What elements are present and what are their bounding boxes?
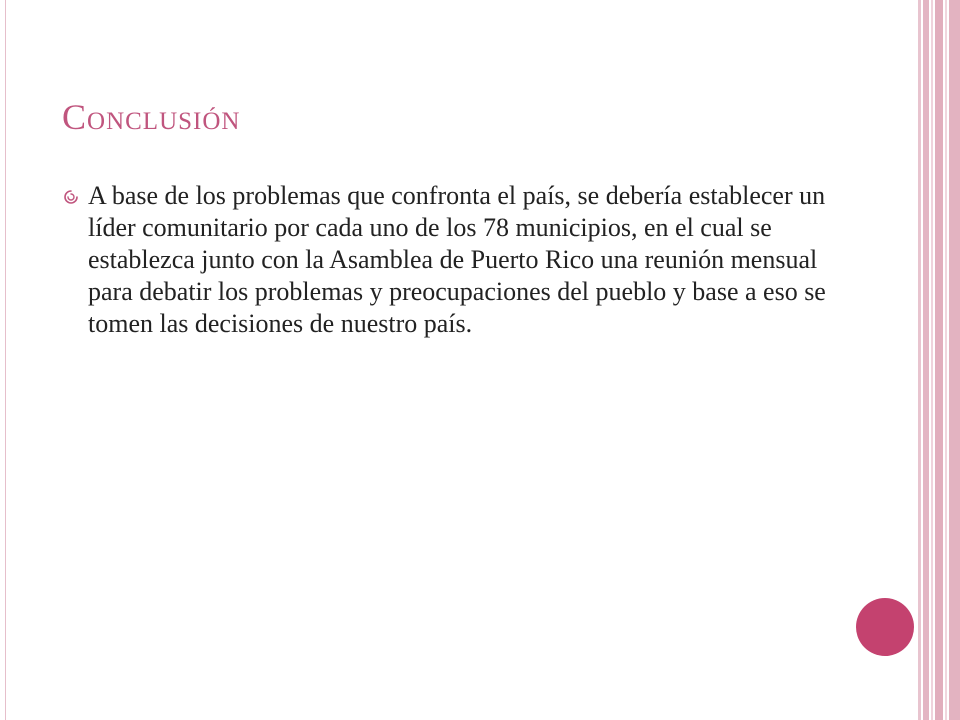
slide-title: Conclusión <box>62 97 241 137</box>
right-stripe <box>931 0 933 720</box>
right-stripe <box>923 0 929 720</box>
left-border-line <box>5 0 6 720</box>
swirl-bullet-icon <box>62 188 80 206</box>
right-stripe <box>935 0 943 720</box>
accent-circle <box>856 598 914 656</box>
right-stripe <box>918 0 921 720</box>
right-stripe <box>945 0 947 720</box>
slide-content <box>62 180 832 340</box>
bullet-text: A base de los problemas que confronta el país, se debería establecer un líder comunitario por cada uno de los 78 municipios, en el cual se establezca junto con la Asamblea de Puerto Rico una reunión mensual para debatir los problemas y preocupaciones del pueblo y base a eso se tomen las decisiones de nuestro país. <box>88 181 826 338</box>
right-stripe <box>949 0 960 720</box>
bullet-item <box>62 180 832 340</box>
